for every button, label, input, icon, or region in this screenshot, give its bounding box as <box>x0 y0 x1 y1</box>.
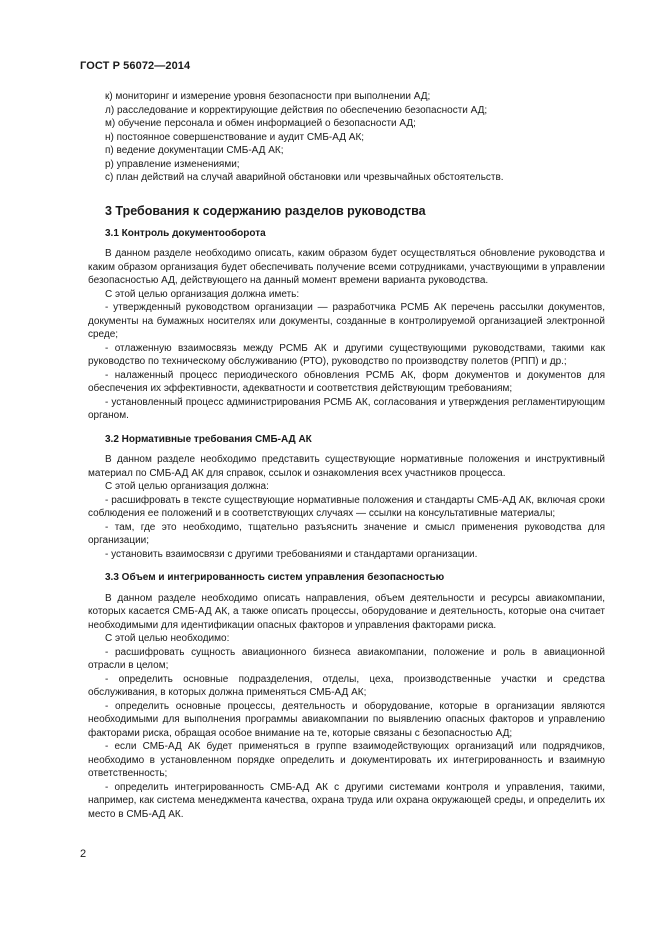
paragraph: - отлаженную взаимосвязь между РСМБ АК и другими существующими руководствами, такими как руководство по техническому обслуживанию (РТО), руководство по производству полетов (РПП) и др.; <box>88 342 605 367</box>
list-item: н) постоянное совершенствование и аудит СМБ-АД АК; <box>105 131 365 143</box>
section-title: 3 Требования к содержанию разделов руководства <box>105 203 426 218</box>
list-item: п) ведение документации СМБ-АД АК; <box>105 145 284 156</box>
paragraph: - определить основные процессы, деятельность и оборудование, которые в организации являются необходимыми для выполнения программы авиакомпании по выявлению опасных факторов и управлению факторами риска, обращая особое внимание на те, которые связаны с безопасностью АД; <box>88 700 605 739</box>
paragraph: - если СМБ-АД АК будет применяться в группе взаимодействующих организаций или подрядчиков, необходимо в установленном порядке определить и документировать их интегрированность и взаимную ответственность; <box>88 741 605 779</box>
subsection-document-control <box>88 227 605 423</box>
paragraph: В данном разделе необходимо описать направления, объем деятельности и ресурсы авиакомпании, которых касается СМБ-АД АК, а также описать процессы, оборудование и деятельность, которые она считает необходимыми для идентификации опасных факторов и управления факторами риска. <box>88 592 605 631</box>
paragraph: В данном разделе необходимо представить существующие нормативные положения и инструктивный материал по СМБ-АД АК для справок, ссылок и ознакомления всех участников процесса. <box>88 454 605 479</box>
paragraph: В данном разделе необходимо описать, каким образом будет осуществляться обновление руководства и каким образом организация будет обеспечивать получение всеми сотрудниками, участвующими в управлении безопасностью АД, действующего на данный момент времени варианта руководства. <box>88 248 605 286</box>
page-number: 2 <box>80 848 87 860</box>
list-item: м) обучение персонала и обмен информацией о безопасности АД; <box>105 118 416 129</box>
subsection-title: 3.2 Нормативные требования СМБ-АД АК <box>105 433 312 445</box>
paragraph: - утвержденный руководством организации — разработчика РСМБ АК перечень рассылки документов, документы на бумажных носителях или документы, созданные в контролируемой организацией электронной среде; <box>88 302 605 340</box>
requirements-list <box>88 90 605 185</box>
subsection-title: 3.3 Объем и интегрированность систем управления безопасностью <box>105 572 445 583</box>
subsection-normative-requirements <box>88 433 605 562</box>
paragraph: - определить основные подразделения, отделы, цеха, производственные участки и средства обслуживания, в которых должна применяться СМБ-АД АК; <box>88 673 605 698</box>
list-item: л) расследование и корректирующие действия по обеспечению безопасности АД; <box>105 104 488 116</box>
paragraph: С этой целью организация должна: <box>105 481 269 492</box>
paragraph: - определить интегрированность СМБ-АД АК с другими системами контроля и управления, такими, например, как система менеджмента качества, охрана труда или охрана окружающей среды, и определить их место в СМБ-АД АК. <box>88 781 605 820</box>
paragraph: - расшифровать сущность авиационного бизнеса авиакомпании, положение и роль в авиационной отрасли в целом; <box>88 646 605 671</box>
subsection-title: 3.1 Контроль документооборота <box>105 227 266 239</box>
list-item: к) мониторинг и измерение уровня безопасности при выполнении АД; <box>105 91 431 102</box>
paragraph: - установить взаимосвязи с другими требованиями и стандартами организации. <box>105 548 478 560</box>
paragraph: - расшифровать в тексте существующие нормативные положения и стандарты СМБ-АД АК, включая сроки соблюдения ее положений и в соответствующих случаях — ссылки на консультативные материалы; <box>88 494 605 519</box>
paragraph: - там, где это необходимо, тщательно разъяснить значение и смысл применения руководства для организации; <box>88 521 605 546</box>
list-item: с) план действий на случай аварийной обстановки или чрезвычайных обстоятельств. <box>105 172 504 183</box>
paragraph: - установленный процесс администрирования РСМБ АК, согласования и утверждения регламентирующим органом. <box>88 396 605 421</box>
document-code: ГОСТ Р 56072—2014 <box>80 60 191 72</box>
list-item: р) управление изменениями; <box>105 158 240 170</box>
page-content <box>88 90 605 821</box>
paragraph: - налаженный процесс периодического обновления РСМБ АК, форм документов и документов для обеспечения их эффективности, адекватности и соответствия действующим требованиям; <box>88 369 605 394</box>
paragraph: С этой целью организация должна иметь: <box>105 288 300 300</box>
paragraph: С этой целью необходимо: <box>105 633 230 644</box>
subsection-scope-integration <box>88 571 605 821</box>
